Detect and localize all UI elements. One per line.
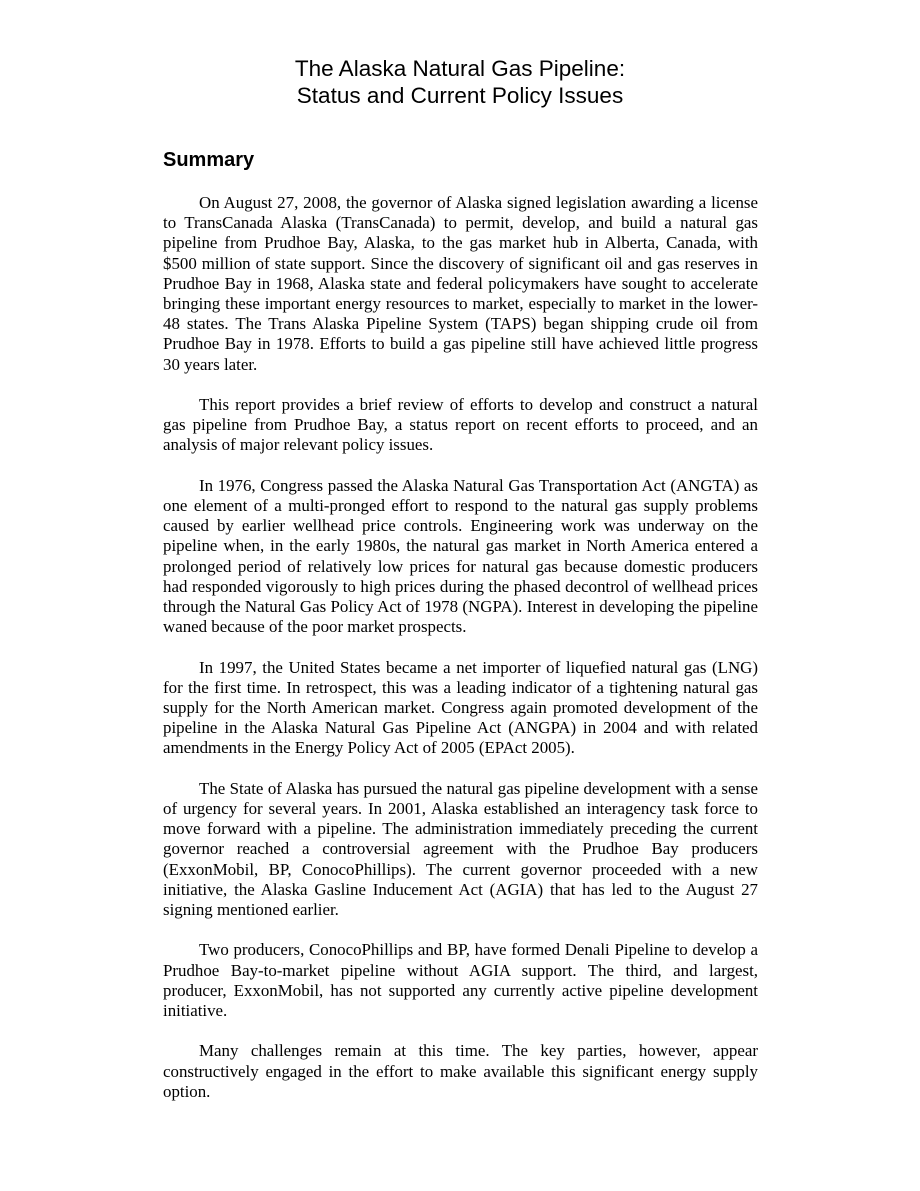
summary-paragraph-4: In 1997, the United States became a net importer of liquefied natural gas (LNG) for the first time. In retrospect, this was a leading indicator of a tightening natural gas supply for the North American market. Congress again promoted development of the pipeline in the Alaska Natural Gas Pipeline Act (ANGPA) in 2004 and with related amendments in the Energy Policy Act of 2005 (EPAct 2005). <box>163 657 758 758</box>
summary-paragraph-5: The State of Alaska has pursued the natural gas pipeline development with a sense of urgency for several years. In 2001, Alaska established an interagency task force to move forward with a pipeline. The administration immediately preceding the current governor reached a controversial agreement with the Prudhoe Bay producers (ExxonMobil, BP, ConocoPhillips). The current governor proceeded with a new initiative, the Alaska Gasline Inducement Act (AGIA) that has led to the August 27 signing mentioned earlier. <box>163 778 758 920</box>
title-line-1: The Alaska Natural Gas Pipeline: <box>294 56 626 81</box>
summary-paragraph-1: On August 27, 2008, the governor of Alaska signed legislation awarding a license to TransCanada Alaska (TransCanada) to permit, develop, and build a natural gas pipeline from Prudhoe Bay, Alaska, to the gas market hub in Alberta, Canada, with $500 million of state support. Since the discovery of significant oil and gas reserves in Prudhoe Bay in 1968, Alaska state and federal policymakers have sought to accelerate bringing these important energy resources to market, especially to market in the lower-48 states. The Trans Alaska Pipeline System (TAPS) began shipping crude oil from Prudhoe Bay in 1978. Efforts to build a gas pipeline still have achieved little progress 30 years later. <box>163 193 758 374</box>
summary-paragraph-2: This report provides a brief review of efforts to develop and construct a natural gas pipeline from Prudhoe Bay, a status report on recent efforts to proceed, and an analysis of major relevant policy issues. <box>163 395 758 455</box>
title-line-2: Status and Current Policy Issues <box>296 83 624 108</box>
summary-paragraph-7: Many challenges remain at this time. The key parties, however, appear constructively engaged in the effort to make available this significant energy supply option. <box>163 1041 758 1101</box>
summary-paragraph-3: In 1976, Congress passed the Alaska Natural Gas Transportation Act (ANGTA) as one element of a multi-pronged effort to respond to the natural gas supply problems caused by earlier wellhead price controls. Engineering work was underway on the pipeline when, in the early 1980s, the natural gas market in North America entered a prolonged period of relatively low prices for natural gas because domestic producers had responded vigorously to high prices during the phased decontrol of wellhead prices through the Natural Gas Policy Act of 1978 (NGPA). Interest in developing the pipeline waned because of the poor market prospects. <box>163 475 758 637</box>
summary-heading: Summary <box>163 149 255 171</box>
summary-body <box>163 193 758 1122</box>
document-title <box>0 55 920 109</box>
summary-paragraph-6: Two producers, ConocoPhillips and BP, have formed Denali Pipeline to develop a Prudhoe Bay-to-market pipeline without AGIA support. The third, and largest, producer, ExxonMobil, has not supported any currently active pipeline development initiative. <box>163 940 758 1021</box>
